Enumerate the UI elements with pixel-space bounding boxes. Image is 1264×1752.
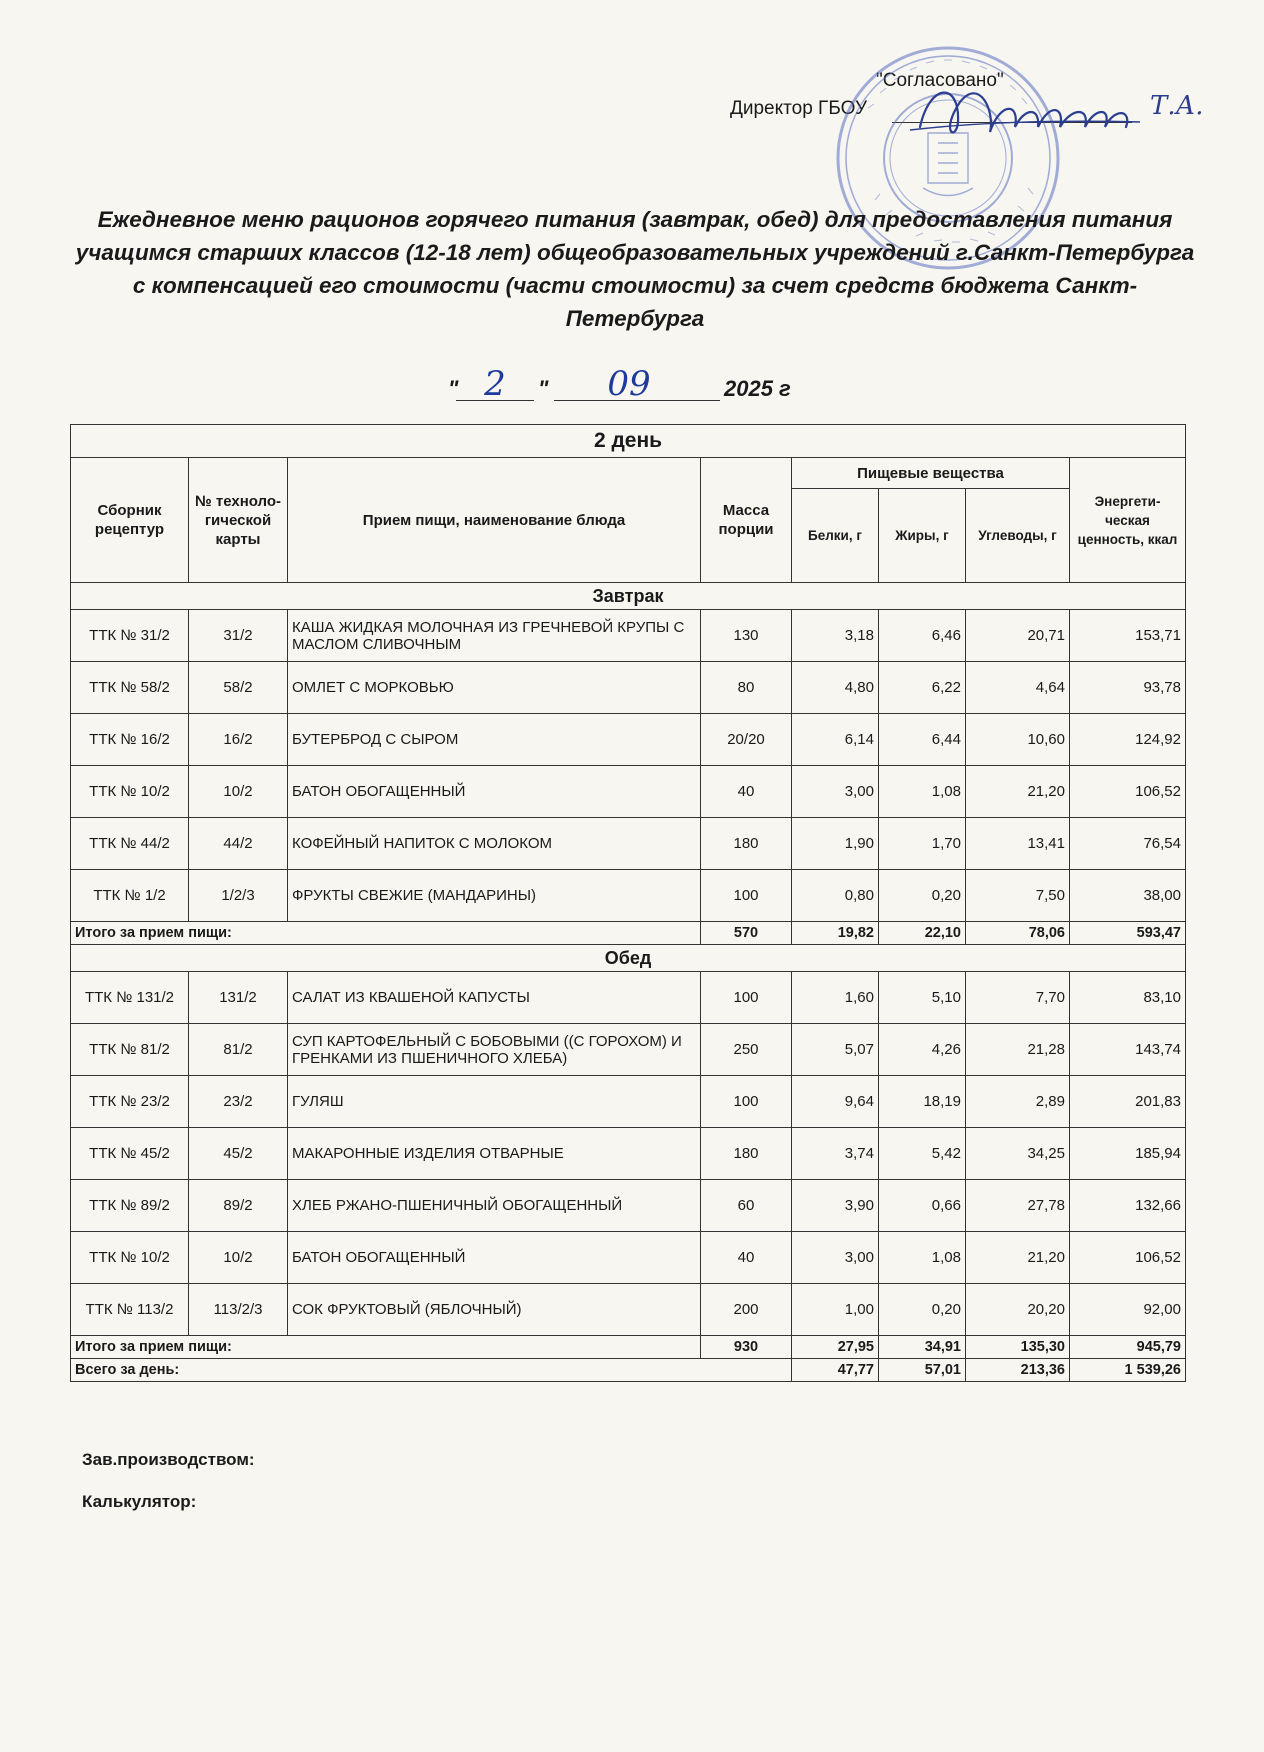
- carbs-value: 10,60: [966, 714, 1070, 766]
- director-label: Директор ГБОУ: [730, 98, 868, 119]
- energy-value: 92,00: [1070, 1284, 1186, 1336]
- total-protein: 27,95: [792, 1336, 879, 1359]
- table-row: [71, 1232, 1186, 1284]
- energy-value: 124,92: [1070, 714, 1186, 766]
- total-fat: 34,91: [879, 1336, 966, 1359]
- tech-card-number: 113/2/3: [189, 1284, 288, 1336]
- table-row: [71, 1180, 1186, 1232]
- recipe-collection: ТТК № 16/2: [71, 714, 189, 766]
- protein-value: 5,07: [792, 1024, 879, 1076]
- energy-value: 153,71: [1070, 610, 1186, 662]
- portion-mass: 180: [701, 1128, 792, 1180]
- energy-value: 83,10: [1070, 972, 1186, 1024]
- fat-value: 18,19: [879, 1076, 966, 1128]
- fat-value: 0,20: [879, 870, 966, 922]
- day-total-row: [71, 1359, 1186, 1382]
- fat-value: 1,08: [879, 766, 966, 818]
- portion-mass: 180: [701, 818, 792, 870]
- fat-value: 6,22: [879, 662, 966, 714]
- protein-value: 4,80: [792, 662, 879, 714]
- dish-name: СУП КАРТОФЕЛЬНЫЙ С БОБОВЫМИ ((С ГОРОХОМ) И ГРЕНКАМИ ИЗ ПШЕНИЧНОГО ХЛЕБА): [288, 1024, 701, 1076]
- tech-card-number: 31/2: [189, 610, 288, 662]
- dish-name: КАША ЖИДКАЯ МОЛОЧНАЯ ИЗ ГРЕЧНЕВОЙ КРУПЫ С МАСЛОМ СЛИВОЧНЫМ: [288, 610, 701, 662]
- carbs-value: 7,50: [966, 870, 1070, 922]
- portion-mass: 200: [701, 1284, 792, 1336]
- table-row: [71, 1024, 1186, 1076]
- fat-value: 1,70: [879, 818, 966, 870]
- energy-value: 106,52: [1070, 1232, 1186, 1284]
- dish-name: КОФЕЙНЫЙ НАПИТОК С МОЛОКОМ: [288, 818, 701, 870]
- protein-value: 1,90: [792, 818, 879, 870]
- date-line: [440, 364, 900, 416]
- total-energy: 945,79: [1070, 1336, 1186, 1359]
- meal-total-row: [71, 1336, 1186, 1359]
- protein-value: 3,18: [792, 610, 879, 662]
- energy-value: 93,78: [1070, 662, 1186, 714]
- carbs-value: 13,41: [966, 818, 1070, 870]
- date-month: 09: [607, 364, 651, 404]
- protein-value: 0,80: [792, 870, 879, 922]
- energy-value: 106,52: [1070, 766, 1186, 818]
- header-mass: Масса порции: [701, 458, 792, 583]
- portion-mass: 40: [701, 1232, 792, 1284]
- recipe-collection: ТТК № 10/2: [71, 1232, 189, 1284]
- tech-card-number: 10/2: [189, 766, 288, 818]
- table-row: [71, 1076, 1186, 1128]
- protein-value: 3,00: [792, 1232, 879, 1284]
- fat-value: 4,26: [879, 1024, 966, 1076]
- recipe-collection: ТТК № 89/2: [71, 1180, 189, 1232]
- portion-mass: 60: [701, 1180, 792, 1232]
- dish-name: ОМЛЕТ С МОРКОВЬЮ: [288, 662, 701, 714]
- date-year: 2025 г: [724, 376, 791, 401]
- total-mass: 930: [701, 1336, 792, 1359]
- tech-card-number: 81/2: [189, 1024, 288, 1076]
- table-row: [71, 972, 1186, 1024]
- dish-name: СОК ФРУКТОВЫЙ (ЯБЛОЧНЫЙ): [288, 1284, 701, 1336]
- dish-name: ГУЛЯШ: [288, 1076, 701, 1128]
- header-carbs: Углеводы, г: [966, 489, 1070, 583]
- table-row: [71, 766, 1186, 818]
- portion-mass: 250: [701, 1024, 792, 1076]
- recipe-collection: ТТК № 113/2: [71, 1284, 189, 1336]
- fat-value: 6,44: [879, 714, 966, 766]
- day-title: 2 день: [71, 425, 1186, 458]
- fat-value: 6,46: [879, 610, 966, 662]
- approval-label: "Согласовано": [876, 70, 1004, 91]
- header-fat: Жиры, г: [879, 489, 966, 583]
- energy-value: 76,54: [1070, 818, 1186, 870]
- energy-value: 132,66: [1070, 1180, 1186, 1232]
- tech-card-number: 16/2: [189, 714, 288, 766]
- menu-table: [70, 424, 1186, 1382]
- energy-value: 201,83: [1070, 1076, 1186, 1128]
- portion-mass: 20/20: [701, 714, 792, 766]
- meal-total-label: Итого за прием пищи:: [71, 922, 701, 945]
- table-row: [71, 714, 1186, 766]
- portion-mass: 100: [701, 1076, 792, 1128]
- date-quote-close: ": [538, 376, 549, 401]
- table-row: [71, 870, 1186, 922]
- fat-value: 1,08: [879, 1232, 966, 1284]
- fat-value: 0,20: [879, 1284, 966, 1336]
- table-row: [71, 1284, 1186, 1336]
- header-protein: Белки, г: [792, 489, 879, 583]
- tech-card-number: 131/2: [189, 972, 288, 1024]
- dish-name: ХЛЕБ РЖАНО-ПШЕНИЧНЫЙ ОБОГАЩЕННЫЙ: [288, 1180, 701, 1232]
- portion-mass: 80: [701, 662, 792, 714]
- total-fat: 22,10: [879, 922, 966, 945]
- tech-card-number: 89/2: [189, 1180, 288, 1232]
- header-card: № техноло-гической карты: [189, 458, 288, 583]
- carbs-value: 21,20: [966, 1232, 1070, 1284]
- meal-total-row: [71, 922, 1186, 945]
- recipe-collection: ТТК № 131/2: [71, 972, 189, 1024]
- document-title: Ежедневное меню рационов горячего питания (завтрак, обед) для предоставления питания учащимся старших классов (12-18 лет) общеобразовательных учреждений г.Санкт-Петербурга с компенсацией его стоимости (части стоимости) за счет средств бюджета Санкт-Петербурга: [75, 207, 1195, 331]
- carbs-value: 34,25: [966, 1128, 1070, 1180]
- carbs-value: 21,20: [966, 766, 1070, 818]
- header-meal: Прием пищи, наименование блюда: [288, 458, 701, 583]
- day-total-energy: 1 539,26: [1070, 1359, 1186, 1382]
- carbs-value: 27,78: [966, 1180, 1070, 1232]
- carbs-value: 7,70: [966, 972, 1070, 1024]
- protein-value: 3,00: [792, 766, 879, 818]
- carbs-value: 2,89: [966, 1076, 1070, 1128]
- dish-name: БАТОН ОБОГАЩЕННЫЙ: [288, 766, 701, 818]
- protein-value: 3,90: [792, 1180, 879, 1232]
- date-quote-open: ": [448, 376, 459, 401]
- recipe-collection: ТТК № 45/2: [71, 1128, 189, 1180]
- day-total-fat: 57,01: [879, 1359, 966, 1382]
- fat-value: 5,10: [879, 972, 966, 1024]
- recipe-collection: ТТК № 1/2: [71, 870, 189, 922]
- table-row: [71, 610, 1186, 662]
- table-row: [71, 1128, 1186, 1180]
- section-row-lunch: [71, 945, 1186, 972]
- section-label: Завтрак: [71, 583, 1186, 610]
- fat-value: 0,66: [879, 1180, 966, 1232]
- carbs-value: 4,64: [966, 662, 1070, 714]
- tech-card-number: 44/2: [189, 818, 288, 870]
- day-total-carbs: 213,36: [966, 1359, 1070, 1382]
- footer-production: Зав.производством:: [82, 1450, 255, 1469]
- tech-card-number: 23/2: [189, 1076, 288, 1128]
- energy-value: 38,00: [1070, 870, 1186, 922]
- fat-value: 5,42: [879, 1128, 966, 1180]
- signature-name: Т.А.: [1150, 91, 1204, 121]
- protein-value: 6,14: [792, 714, 879, 766]
- protein-value: 3,74: [792, 1128, 879, 1180]
- table-row: [71, 662, 1186, 714]
- date-day: 2: [484, 364, 506, 404]
- tech-card-number: 45/2: [189, 1128, 288, 1180]
- recipe-collection: ТТК № 58/2: [71, 662, 189, 714]
- total-carbs: 135,30: [966, 1336, 1070, 1359]
- tech-card-number: 1/2/3: [189, 870, 288, 922]
- carbs-value: 20,71: [966, 610, 1070, 662]
- meal-total-label: Итого за прием пищи:: [71, 1336, 701, 1359]
- total-carbs: 78,06: [966, 922, 1070, 945]
- energy-value: 143,74: [1070, 1024, 1186, 1076]
- signature-icon: [900, 72, 1230, 152]
- total-protein: 19,82: [792, 922, 879, 945]
- energy-value: 185,94: [1070, 1128, 1186, 1180]
- protein-value: 1,00: [792, 1284, 879, 1336]
- header-energy: Энергети-ческая ценность, ккал: [1070, 458, 1186, 583]
- header-collection: Сборник рецептур: [71, 458, 189, 583]
- day-total-protein: 47,77: [792, 1359, 879, 1382]
- dish-name: ФРУКТЫ СВЕЖИЕ (МАНДАРИНЫ): [288, 870, 701, 922]
- table-row: [71, 818, 1186, 870]
- recipe-collection: ТТК № 23/2: [71, 1076, 189, 1128]
- portion-mass: 40: [701, 766, 792, 818]
- recipe-collection: ТТК № 44/2: [71, 818, 189, 870]
- section-row-breakfast: [71, 583, 1186, 610]
- total-mass: 570: [701, 922, 792, 945]
- dish-name: МАКАРОННЫЕ ИЗДЕЛИЯ ОТВАРНЫЕ: [288, 1128, 701, 1180]
- day-title-row: [71, 425, 1186, 458]
- dish-name: БАТОН ОБОГАЩЕННЫЙ: [288, 1232, 701, 1284]
- recipe-collection: ТТК № 10/2: [71, 766, 189, 818]
- dish-name: БУТЕРБРОД С СЫРОМ: [288, 714, 701, 766]
- total-energy: 593,47: [1070, 922, 1186, 945]
- portion-mass: 100: [701, 972, 792, 1024]
- header-row-1: [71, 458, 1186, 489]
- carbs-value: 21,28: [966, 1024, 1070, 1076]
- section-label: Обед: [71, 945, 1186, 972]
- portion-mass: 100: [701, 870, 792, 922]
- header-nutrients: Пищевые вещества: [792, 458, 1070, 489]
- footer-calculator: Калькулятор:: [82, 1492, 197, 1511]
- protein-value: 9,64: [792, 1076, 879, 1128]
- portion-mass: 130: [701, 610, 792, 662]
- carbs-value: 20,20: [966, 1284, 1070, 1336]
- tech-card-number: 58/2: [189, 662, 288, 714]
- dish-name: САЛАТ ИЗ КВАШЕНОЙ КАПУСТЫ: [288, 972, 701, 1024]
- recipe-collection: ТТК № 31/2: [71, 610, 189, 662]
- day-total-label: Всего за день:: [71, 1359, 792, 1382]
- recipe-collection: ТТК № 81/2: [71, 1024, 189, 1076]
- tech-card-number: 10/2: [189, 1232, 288, 1284]
- protein-value: 1,60: [792, 972, 879, 1024]
